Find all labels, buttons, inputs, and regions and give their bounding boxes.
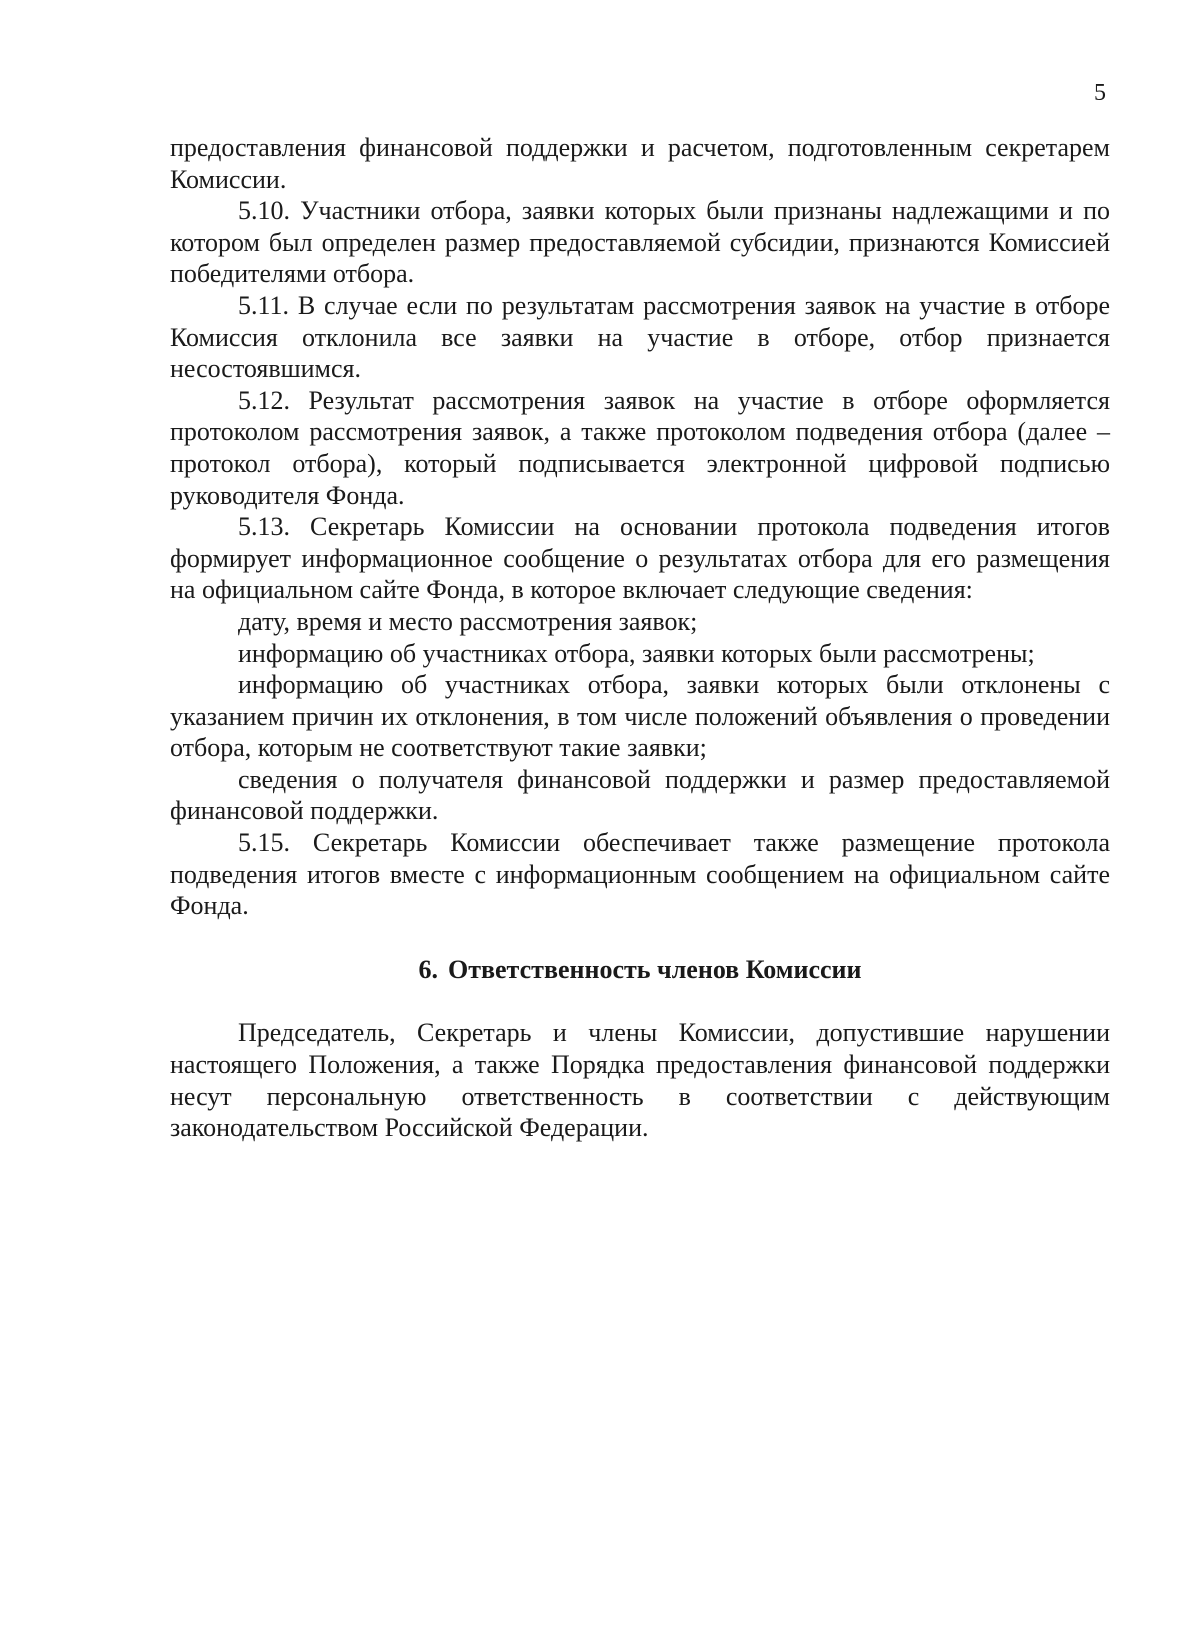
paragraph-5-13: 5.13. Секретарь Комиссии на основании протокола подведения итогов формирует информационное сообщение о результатах отбора для его размещения на официальном сайте Фонда, в которое включает следующие сведения:: [170, 512, 1110, 605]
list-item-recipient-info: сведения о получателя финансовой поддержки и размер предоставляемой финансовой поддержки.: [170, 764, 1110, 826]
list-item-date-time-place: дату, время и место рассмотрения заявок;: [238, 606, 698, 636]
section-6-paragraphs: [170, 1017, 1110, 1143]
section-6-heading: [170, 954, 1110, 986]
paragraph-continuation: предоставления финансовой поддержки и расчетом, подготовленным секретарем Комиссии.: [170, 133, 1110, 194]
list-item-reviewed-participants: информацию об участниках отбора, заявки которых были рассмотрены;: [238, 638, 1035, 668]
paragraph-5-11: 5.11. В случае если по результатам рассмотрения заявок на участие в отборе Комиссия отклонила все заявки на участие в отборе, отбор признается несостоявшимся.: [170, 290, 1110, 384]
list-item-rejected-participants: информацию об участниках отбора, заявки которых были отклонены с указанием причин их отклонения, в том числе положений объявления о проведении отбора, которым не соответствуют такие заявки;: [170, 670, 1110, 763]
section-5-paragraphs: [170, 132, 1110, 922]
document-body: [170, 132, 1110, 1144]
paragraph-5-12: 5.12. Результат рассмотрения заявок на участие в отборе оформляется протоколом рассмотрения заявок, а также протоколом подведения отбора (далее – протокол отбора), который подписывается электронной цифровой подписью руководителя Фонда.: [170, 385, 1110, 510]
section-6-title: Ответственность членов Комиссии: [447, 954, 862, 984]
paragraph-responsibility: Председатель, Секретарь и члены Комиссии, допустившие нарушении настоящего Положения, а также Порядка предоставления финансовой поддержки несут персональную ответственность в соответствии с действующим законодательством Российской Федерации.: [170, 1018, 1110, 1143]
page-number: 5: [1094, 80, 1106, 106]
paragraph-5-15: 5.15. Секретарь Комиссии обеспечивает также размещение протокола подведения итогов вместе с информационным сообщением на официальном сайте Фонда.: [170, 828, 1110, 921]
paragraph-5-10: 5.10. Участники отбора, заявки которых были признаны надлежащими и по котором был определен размер предоставляемой субсидии, признаются Комиссией победителями отбора.: [170, 196, 1110, 289]
section-6-number: 6.: [418, 954, 438, 984]
